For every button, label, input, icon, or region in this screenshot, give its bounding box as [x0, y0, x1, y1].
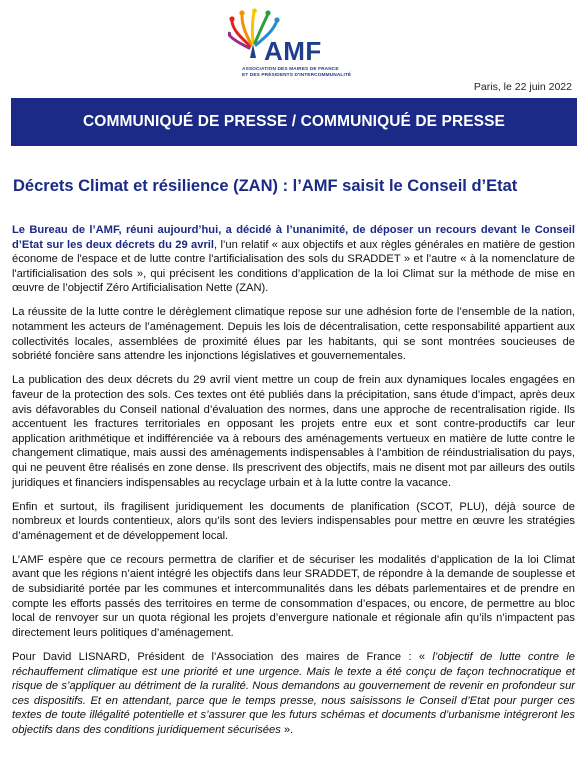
page-title: Décrets Climat et résilience (ZAN) : l’AMF saisit le Conseil d’Etat	[13, 177, 518, 195]
paragraph-3: La publication des deux décrets du 29 avril vient mettre un coup de frein aux dynamiques locales engagées en faveur de la protection des sols. Ces textes ont été publiés dans la précipitation, sans étude d’impact, après deux avis défavorables du Conseil national d’évaluation des normes, dans une approche de recentralisation rigide. Ils accentuent les fractures territoriales en opposant les projets entre eux et sont contre-productifs car leur application arithmétique et indifférenciée va à rebours des aménagements vertueux en matière de lutte contre le changement climatique, mais aussi des aménagements indispensables à l’ambition de réindustrialisation du pays, qui ne peuvent être réalisés en zone dense. Ils prescrivent des objectifs, mais ne disent mot par ailleurs des outils juridiques et financiers indispensables au recyclage urbain et à la lutte contre la vacance.	[12, 374, 575, 489]
logo-wordmark: AMF	[264, 36, 322, 66]
quote-outro: ».	[280, 723, 294, 736]
press-release-body	[12, 223, 575, 747]
paragraph-1	[12, 223, 575, 296]
logo-tagline-1: ASSOCIATION DES MAIRES DE FRANCE	[242, 67, 339, 72]
lead-continuation: , l’un relatif « aux objectifs et aux règles générales en matière de gestion économe de l'espace et de lutte contre l'artificialisation des sols du SRADDET » et l’autre « à la nomenclature de l'artificialisation des sols », qui précisent les conditions d’application de la loi Climat sur la méthode de mise en œuvre de l’objectif Zéro Artificialisation Nette (ZAN).	[12, 238, 575, 295]
paragraph-2: La réussite de la lutte contre le dérèglement climatique repose sur une adhésion forte de l’ensemble de la nation, notamment les acteurs de l’aménagement. Depuis les lois de décentralisation, cette responsabilité appartient aux collectivités locales, assemblées de proximité élues par les habitants, qui se sont montrées soucieuses de sobriété foncière sans attendre les injonctions législatives et gouvernementales.	[12, 306, 575, 363]
lead-statement: Le Bureau de l’AMF, réuni aujourd’hui, a décidé à l’unanimité, de déposer un recours devant le Conseil d’Etat sur les deux décrets du 29 avril	[12, 224, 575, 251]
paragraph-5: L’AMF espère que ce recours permettra de clarifier et de sécuriser les modalités d’application de la loi Climat avant que les régions n’aient intégré les objectifs dans leur SRADDET, de répondre à la demande de souplesse et de subsidiarité portée par les communes et intercommunalités dans les débats parlementaires et de prendre en compte les efforts passés des territoires en terme de consommation d’espaces, ou encore, de permettre au bloc local de renvoyer sur un quota régional les projets d’envergure nationale et régionale afin qu’ils n’impactent pas directement leurs politiques d’aménagement.	[12, 553, 575, 639]
paragraph-6	[12, 650, 575, 738]
press-release-banner: COMMUNIQUÉ DE PRESSE / COMMUNIQUÉ DE PRESSE	[11, 98, 577, 146]
president-quote: l’objectif de lutte contre le réchauffement climatique est une priorité et une urgence. Mais le texte a été conçu de façon technocratique et risque de s’appliquer au détriment de la ruralité. Nous demandons au gouvernement de revenir en profondeur sur ces dispositifs. Et en attendant, parce que le temps presse, nous saisissons le Conseil d’Etat pour purger ces textes de toute illégalité potentielle et s’assurer que les futurs schémas et documents d’urbanisme intégreront les objectifs dans des conditions juridiquement sécurisées	[12, 650, 575, 736]
quote-intro: Pour David LISNARD, Président de l’Association des maires de France : «	[12, 650, 433, 663]
press-release-date: Paris, le 22 juin 2022	[473, 81, 572, 93]
paragraph-4: Enfin et surtout, ils fragilisent juridiquement les documents de planification (SCOT, PLU), déjà source de nombreux et lourds contentieux, alors qu’ils sont des leviers indispensables pour mettre en œuvre les stratégies d’aménagement et de développement local.	[12, 500, 575, 542]
amf-logo	[228, 8, 368, 80]
logo-tagline-2: ET DES PRÉSIDENTS D'INTERCOMMUNALITÉ	[242, 73, 352, 78]
